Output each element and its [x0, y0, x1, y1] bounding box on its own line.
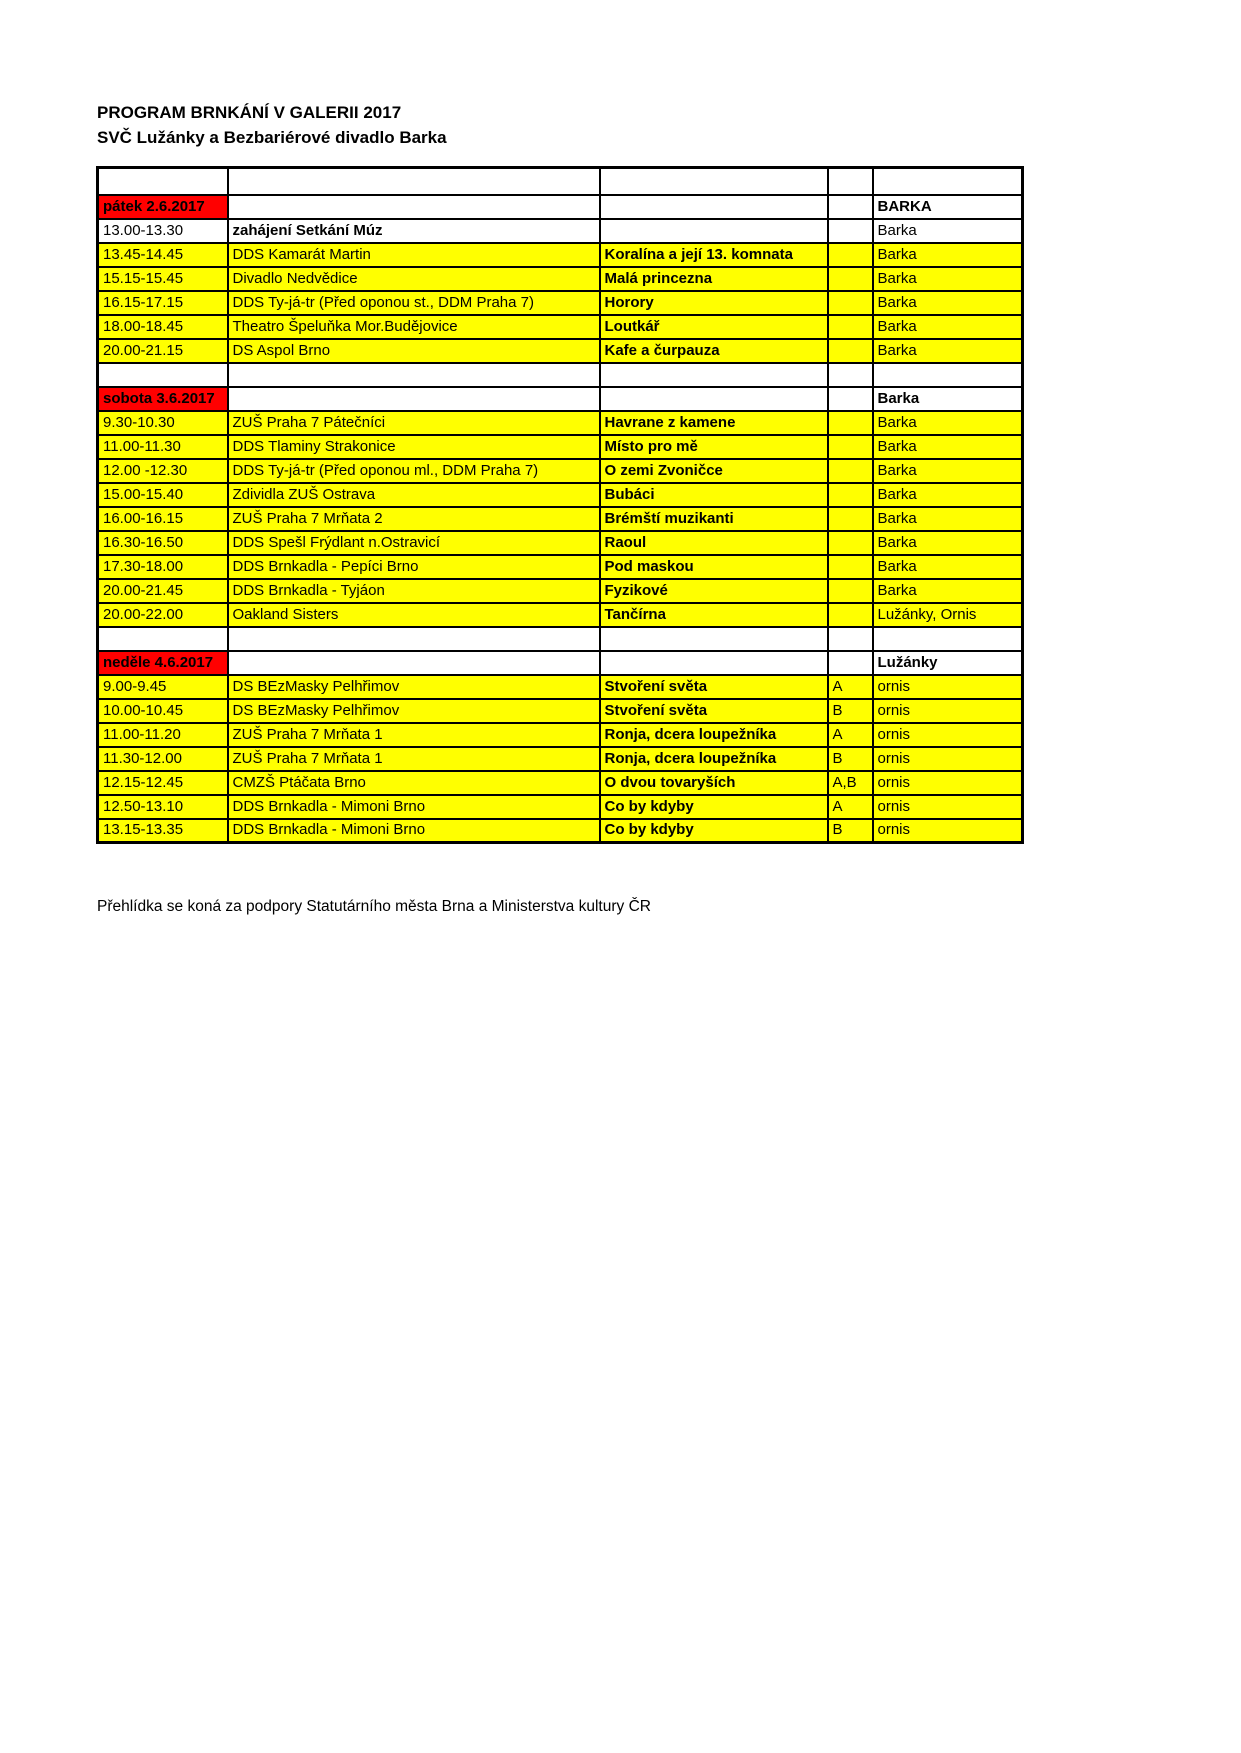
group-cell	[828, 483, 873, 507]
schedule-row	[98, 315, 1023, 339]
empty-cell	[873, 627, 1023, 651]
play-title-cell: Stvoření světa	[600, 675, 828, 699]
group-cell	[828, 411, 873, 435]
time-cell: 18.00-18.45	[98, 315, 228, 339]
schedule-row	[98, 411, 1023, 435]
play-title-cell	[600, 219, 828, 243]
venue-cell: Barka	[873, 219, 1023, 243]
schedule-row	[98, 435, 1023, 459]
ensemble-cell: Zdividla ZUŠ Ostrava	[228, 483, 600, 507]
section-venue-cell: Lužánky	[873, 651, 1023, 675]
play-title-cell: Tančírna	[600, 603, 828, 627]
section-date-row	[98, 651, 1023, 675]
schedule-row	[98, 771, 1023, 795]
group-cell: A,B	[828, 771, 873, 795]
venue-cell: Barka	[873, 435, 1023, 459]
ensemble-cell: ZUŠ Praha 7 Mrňata 2	[228, 507, 600, 531]
group-cell: B	[828, 819, 873, 843]
group-cell: B	[828, 747, 873, 771]
time-cell: 15.15-15.45	[98, 267, 228, 291]
date-cell: neděle 4.6.2017	[98, 651, 228, 675]
venue-cell: Barka	[873, 339, 1023, 363]
footer-note: Přehlídka se koná za podpory Statutárního města Brna a Ministerstva kultury ČR	[97, 898, 651, 915]
ensemble-cell: DDS Tlaminy Strakonice	[228, 435, 600, 459]
ensemble-cell: Theatro Špeluňka Mor.Budějovice	[228, 315, 600, 339]
play-title-cell: Koralína a její 13. komnata	[600, 243, 828, 267]
group-cell	[828, 603, 873, 627]
time-cell: 11.00-11.30	[98, 435, 228, 459]
group-cell	[828, 435, 873, 459]
section-separator-row	[98, 627, 1023, 651]
venue-cell: Barka	[873, 291, 1023, 315]
empty-cell	[98, 363, 228, 387]
group-cell	[828, 219, 873, 243]
section-date-row	[98, 195, 1023, 219]
empty-cell	[873, 363, 1023, 387]
venue-cell: ornis	[873, 795, 1023, 819]
schedule-row	[98, 483, 1023, 507]
empty-cell	[228, 195, 600, 219]
schedule-row	[98, 699, 1023, 723]
ensemble-cell: DDS Brnkadla - Mimoni Brno	[228, 795, 600, 819]
schedule-row	[98, 219, 1023, 243]
empty-cell	[98, 627, 228, 651]
schedule-row	[98, 339, 1023, 363]
play-title-cell: Fyzikové	[600, 579, 828, 603]
play-title-cell: Stvoření světa	[600, 699, 828, 723]
date-cell: pátek 2.6.2017	[98, 195, 228, 219]
time-cell: 20.00-21.15	[98, 339, 228, 363]
ensemble-cell: DS BEzMasky Pelhřimov	[228, 699, 600, 723]
time-cell: 9.00-9.45	[98, 675, 228, 699]
venue-cell: Barka	[873, 579, 1023, 603]
time-cell: 11.00-11.20	[98, 723, 228, 747]
group-cell: A	[828, 723, 873, 747]
time-cell: 13.45-14.45	[98, 243, 228, 267]
play-title-cell: Co by kdyby	[600, 795, 828, 819]
group-cell	[828, 507, 873, 531]
play-title-cell: O dvou tovaryších	[600, 771, 828, 795]
document-title: PROGRAM BRNKÁNÍ V GALERII 2017	[97, 103, 402, 122]
play-title-cell: Brémští muzikanti	[600, 507, 828, 531]
empty-cell	[228, 627, 600, 651]
group-cell: A	[828, 795, 873, 819]
play-title-cell: Malá princezna	[600, 267, 828, 291]
empty-cell	[600, 627, 828, 651]
ensemble-cell: Divadlo Nedvědice	[228, 267, 600, 291]
ensemble-cell: DDS Spešl Frýdlant n.Ostravicí	[228, 531, 600, 555]
venue-cell: Barka	[873, 483, 1023, 507]
schedule-row	[98, 555, 1023, 579]
play-title-cell: Horory	[600, 291, 828, 315]
schedule-row	[98, 531, 1023, 555]
venue-cell: ornis	[873, 819, 1023, 843]
group-cell	[828, 243, 873, 267]
empty-cell	[828, 195, 873, 219]
section-venue-cell: Barka	[873, 387, 1023, 411]
venue-cell: Barka	[873, 411, 1023, 435]
venue-cell: Barka	[873, 555, 1023, 579]
venue-cell: Barka	[873, 531, 1023, 555]
ensemble-cell: ZUŠ Praha 7 Mrňata 1	[228, 723, 600, 747]
venue-cell: ornis	[873, 699, 1023, 723]
ensemble-cell: DDS Ty-já-tr (Před oponou st., DDM Praha 7)	[228, 291, 600, 315]
ensemble-cell: DDS Brnkadla - Tyjáon	[228, 579, 600, 603]
section-separator-row	[98, 363, 1023, 387]
schedule-row	[98, 507, 1023, 531]
group-cell	[828, 459, 873, 483]
section-date-row	[98, 387, 1023, 411]
group-cell	[828, 555, 873, 579]
time-cell: 20.00-22.00	[98, 603, 228, 627]
program-schedule-table	[96, 166, 1024, 844]
empty-cell	[600, 387, 828, 411]
time-cell: 12.00 -12.30	[98, 459, 228, 483]
group-cell	[828, 291, 873, 315]
document-subtitle: SVČ Lužánky a Bezbariérové divadlo Barka	[97, 128, 447, 147]
group-cell	[828, 315, 873, 339]
time-cell: 16.30-16.50	[98, 531, 228, 555]
empty-cell	[828, 651, 873, 675]
time-cell: 20.00-21.45	[98, 579, 228, 603]
play-title-cell: Ronja, dcera loupežníka	[600, 747, 828, 771]
time-cell: 9.30-10.30	[98, 411, 228, 435]
venue-cell: Barka	[873, 459, 1023, 483]
ensemble-cell: DS Aspol Brno	[228, 339, 600, 363]
time-cell: 15.00-15.40	[98, 483, 228, 507]
empty-cell	[828, 387, 873, 411]
empty-cell	[228, 168, 600, 195]
schedule-row	[98, 723, 1023, 747]
play-title-cell: Pod maskou	[600, 555, 828, 579]
group-cell	[828, 339, 873, 363]
time-cell: 16.00-16.15	[98, 507, 228, 531]
empty-cell	[228, 651, 600, 675]
schedule-row	[98, 267, 1023, 291]
schedule-row	[98, 747, 1023, 771]
ensemble-cell: DDS Brnkadla - Mimoni Brno	[228, 819, 600, 843]
play-title-cell: Místo pro mě	[600, 435, 828, 459]
empty-cell	[873, 168, 1023, 195]
group-cell	[828, 579, 873, 603]
play-title-cell: Ronja, dcera loupežníka	[600, 723, 828, 747]
section-venue-cell: BARKA	[873, 195, 1023, 219]
empty-cell	[228, 387, 600, 411]
play-title-cell: O zemi Zvoničce	[600, 459, 828, 483]
table-top-row	[98, 168, 1023, 195]
venue-cell: Lužánky, Ornis	[873, 603, 1023, 627]
venue-cell: Barka	[873, 315, 1023, 339]
schedule-row	[98, 579, 1023, 603]
time-cell: 11.30-12.00	[98, 747, 228, 771]
play-title-cell: Co by kdyby	[600, 819, 828, 843]
time-cell: 17.30-18.00	[98, 555, 228, 579]
empty-cell	[600, 168, 828, 195]
play-title-cell: Bubáci	[600, 483, 828, 507]
schedule-row	[98, 819, 1023, 843]
ensemble-cell: zahájení Setkání Múz	[228, 219, 600, 243]
time-cell: 16.15-17.15	[98, 291, 228, 315]
ensemble-cell: DDS Kamarát Martin	[228, 243, 600, 267]
empty-cell	[828, 627, 873, 651]
schedule-row	[98, 459, 1023, 483]
empty-cell	[828, 168, 873, 195]
time-cell: 12.50-13.10	[98, 795, 228, 819]
venue-cell: ornis	[873, 675, 1023, 699]
ensemble-cell: ZUŠ Praha 7 Mrňata 1	[228, 747, 600, 771]
empty-cell	[828, 363, 873, 387]
schedule-row	[98, 675, 1023, 699]
venue-cell: Barka	[873, 243, 1023, 267]
time-cell: 13.15-13.35	[98, 819, 228, 843]
ensemble-cell: CMZŠ Ptáčata Brno	[228, 771, 600, 795]
play-title-cell: Raoul	[600, 531, 828, 555]
group-cell	[828, 531, 873, 555]
play-title-cell: Havrane z kamene	[600, 411, 828, 435]
ensemble-cell: DDS Brnkadla - Pepíci Brno	[228, 555, 600, 579]
group-cell: B	[828, 699, 873, 723]
ensemble-cell: ZUŠ Praha 7 Pátečníci	[228, 411, 600, 435]
date-cell: sobota 3.6.2017	[98, 387, 228, 411]
empty-cell	[228, 363, 600, 387]
play-title-cell: Kafe a čurpauza	[600, 339, 828, 363]
group-cell	[828, 267, 873, 291]
schedule-row	[98, 603, 1023, 627]
ensemble-cell: DS BEzMasky Pelhřimov	[228, 675, 600, 699]
venue-cell: ornis	[873, 723, 1023, 747]
time-cell: 13.00-13.30	[98, 219, 228, 243]
time-cell: 12.15-12.45	[98, 771, 228, 795]
play-title-cell: Loutkář	[600, 315, 828, 339]
schedule-row	[98, 795, 1023, 819]
venue-cell: Barka	[873, 507, 1023, 531]
schedule-row	[98, 243, 1023, 267]
venue-cell: Barka	[873, 267, 1023, 291]
empty-cell	[600, 195, 828, 219]
empty-cell	[600, 651, 828, 675]
group-cell: A	[828, 675, 873, 699]
venue-cell: ornis	[873, 747, 1023, 771]
venue-cell: ornis	[873, 771, 1023, 795]
schedule-row	[98, 291, 1023, 315]
ensemble-cell: Oakland Sisters	[228, 603, 600, 627]
empty-cell	[600, 363, 828, 387]
time-cell: 10.00-10.45	[98, 699, 228, 723]
ensemble-cell: DDS Ty-já-tr (Před oponou ml., DDM Praha 7)	[228, 459, 600, 483]
empty-cell	[98, 168, 228, 195]
